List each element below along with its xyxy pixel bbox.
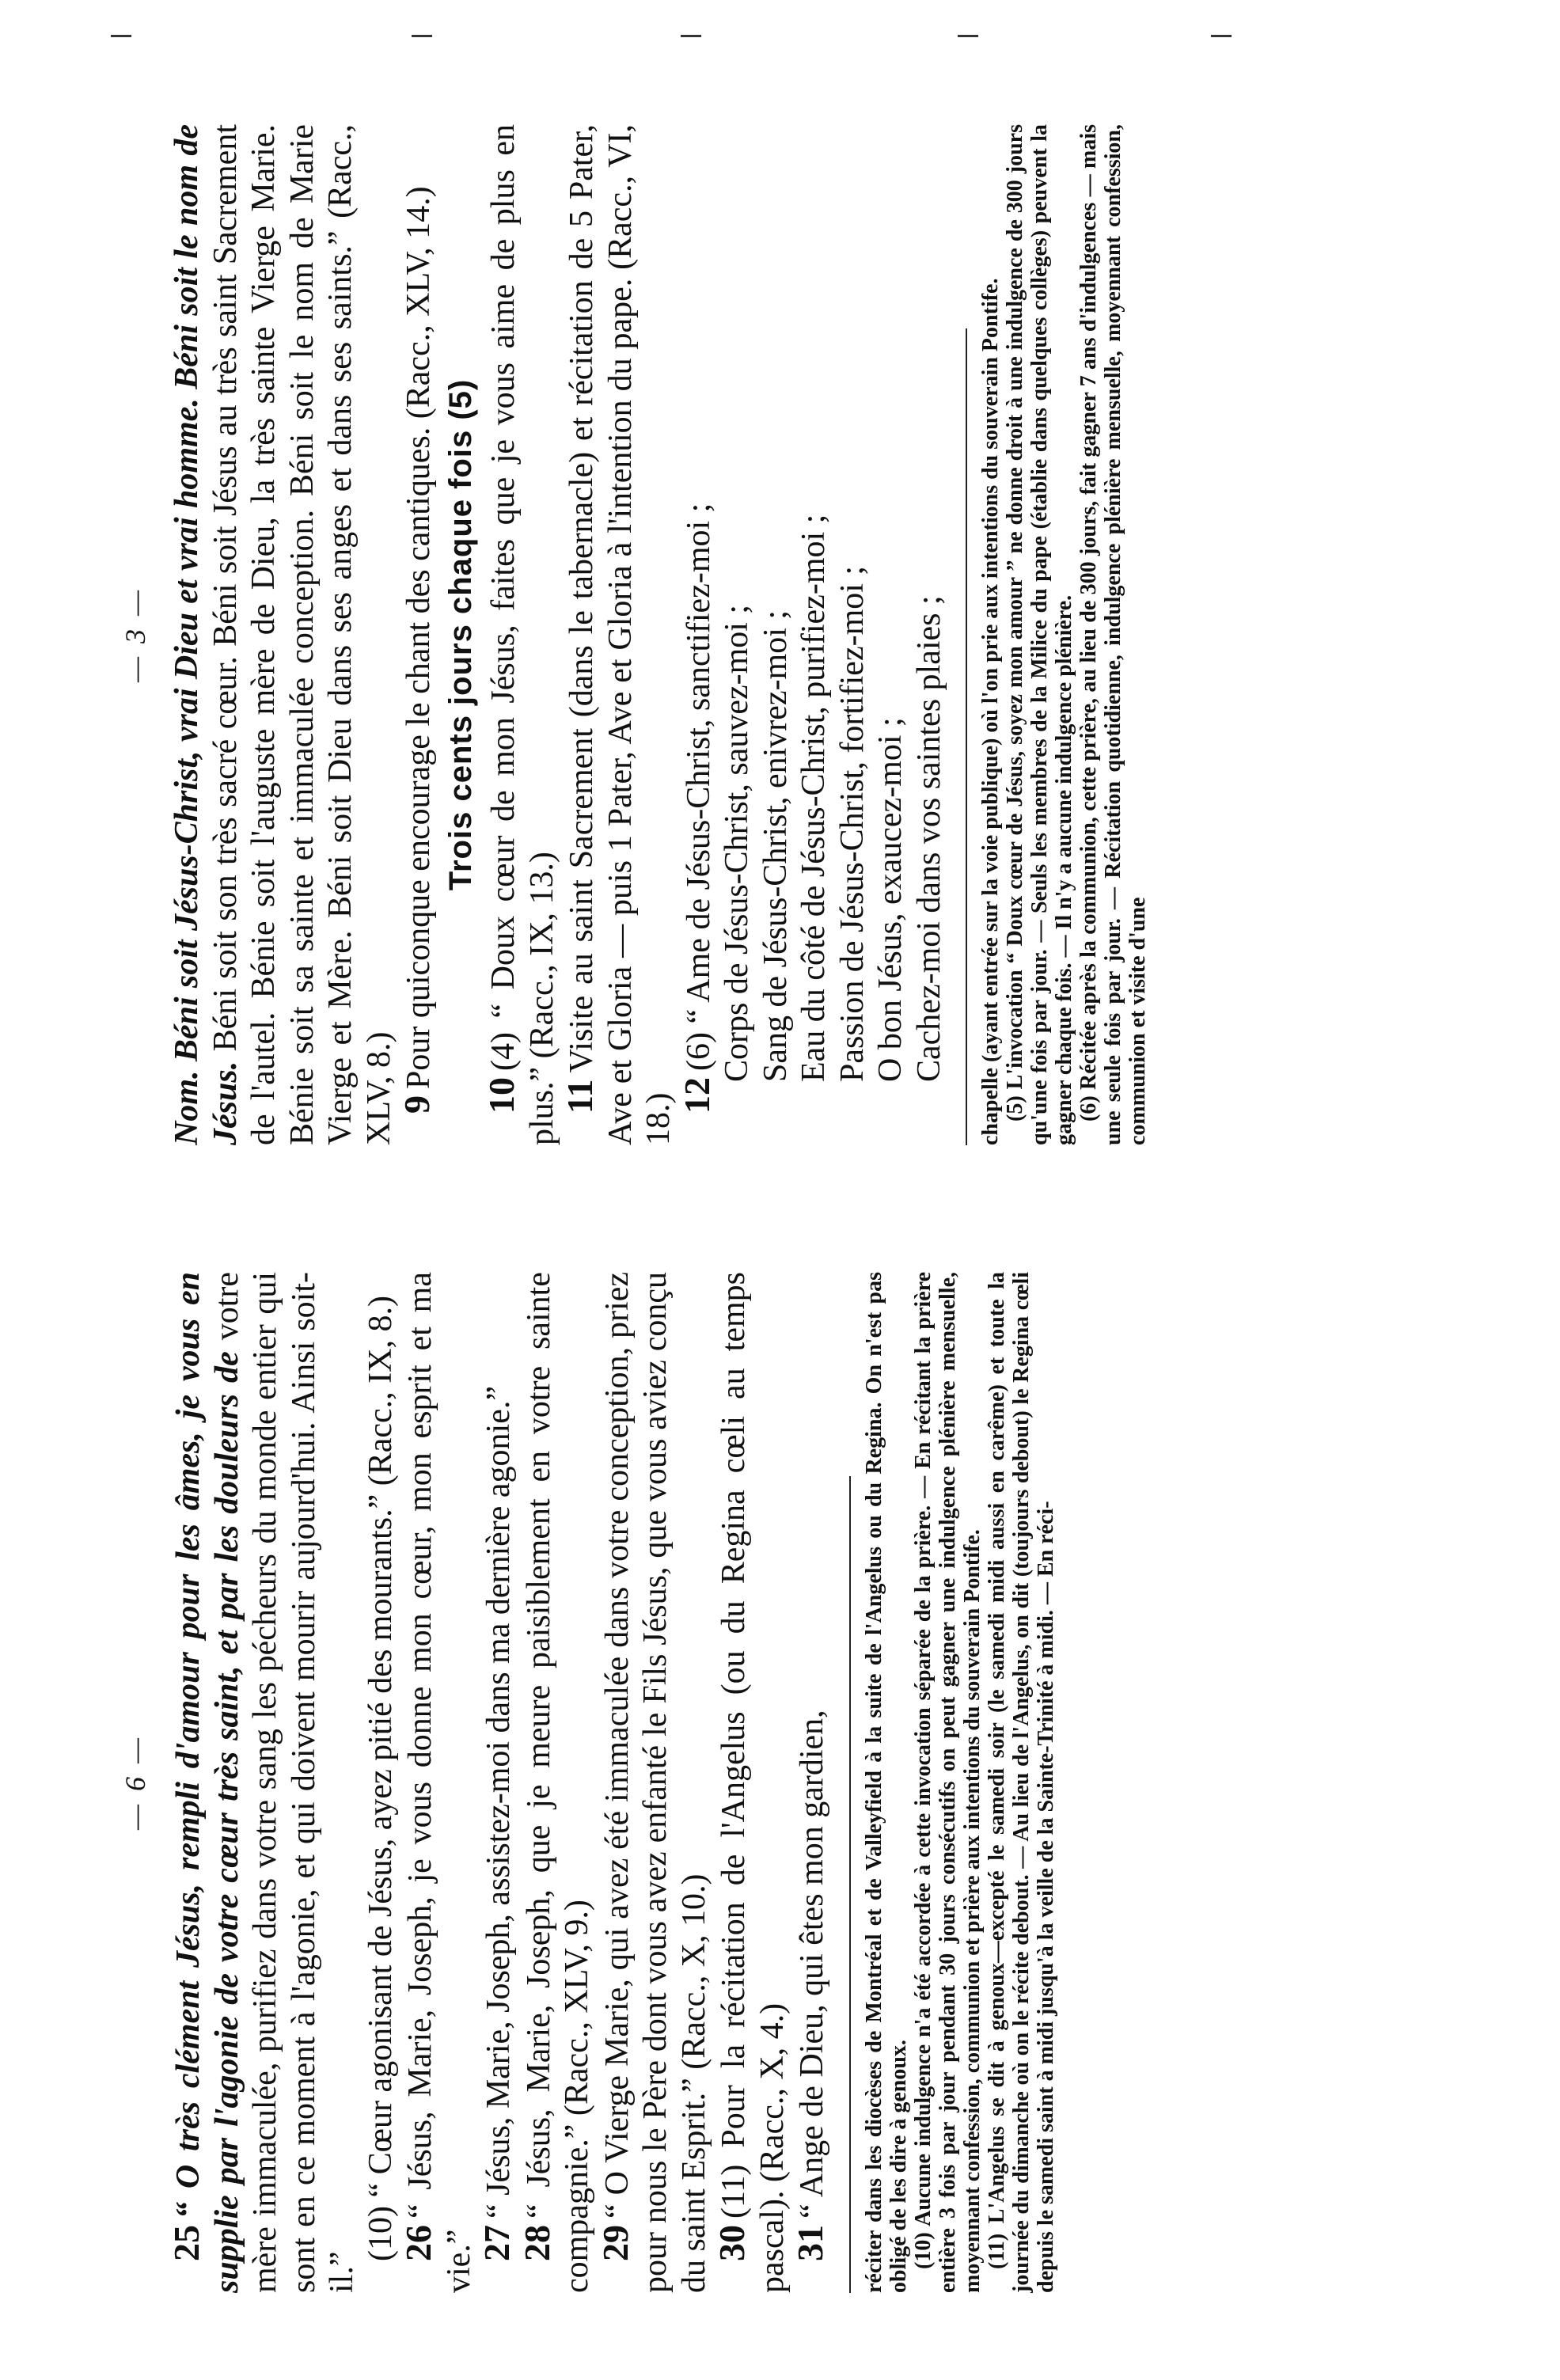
- paragraph-9: 9Pour quiconque encourage le chant des cantiques. (Racc., XLV, 14.): [397, 186, 437, 1114]
- paragraph-26: 26“ Jésus, Marie, Joseph, je vous donne mon cœur, mon esprit et ma vie.”: [398, 1272, 477, 2293]
- paragraph-25-note: (10) “ Cœur agonisant de Jésus, ayez pitié des mourants.” (Racc., IX, 8.): [362, 1296, 399, 2261]
- paragraph-12: 12(6) “ Ame de Jésus-Christ, sanctifiez-moi ;: [676, 503, 717, 1114]
- edge-mark: [958, 35, 978, 37]
- paragraph-28: 28“ Jésus, Marie, Joseph, que je meure paisiblement en votre sainte compagnie.” (Racc., XLV, 9.): [516, 1272, 595, 2293]
- paragraph-31: 31“ Ange de Dieu, qui êtes mon gardien,: [790, 1710, 830, 2261]
- footnote-10: (10) Aucune indulgence n'a été accordée à cette invocation séparée de la prière. — En récitant la prière entière 3 fois par jour pendant 30 jours consécutifs on peut gagner une indulgence plénière mensuelle, moyennant confession, communion et prière aux intentions du souverain Pontife.: [910, 1272, 985, 2293]
- footnote-divider: [966, 328, 967, 1145]
- footnote-5: (5) L'invocation “ Doux cœur de Jésus, soyez mon amour ” ne donne droit à une indulgence de 300 jours qu'une fois par jour. — Seuls les membres de la Milice du pape (établie dans quelques collèges) peuvent la gagner chaque fois. — Il n'y a aucune indulgence plénière.: [1003, 124, 1076, 1145]
- edge-mark: [681, 35, 701, 37]
- anima-christi-litany: [718, 124, 948, 1145]
- page-6: [119, 1272, 1464, 2293]
- paragraph-continued: Nom. Béni soit Jésus-Christ, vrai Dieu et vrai homme. Béni soit le nom de Jésus. Béni soit son très sacré cœur. Béni soit Jésus au très saint Sacrement de l'autel. Bénie soit l'auguste mère de Dieu, la très sainte Vierge Marie. Bénie soit sa sainte et immaculée conception. Béni soit le nom de Marie Vierge et Mère. Béni soit Dieu dans ses anges et dans ses saints.” (Racc., XLV, 8.): [169, 124, 397, 1145]
- footnote-continued: chapelle (ayant entrée sur la voie publique) où l'on prie aux intentions du souverain Pontife.: [978, 278, 1003, 1145]
- paragraph-29: 29“ O Vierge Marie, qui avez été immaculée dans votre conception, priez pour nous le Père dont vous avez enfanté le Fils Jésus, que vous aviez conçu du saint Esprit.” (Racc., X, 10.): [594, 1272, 712, 2293]
- page-number: — 3 —: [120, 586, 151, 683]
- page-number: — 6 —: [120, 1734, 151, 1831]
- litany-line: Sang de Jésus-Christ, enivrez-moi ;: [757, 609, 794, 1082]
- paragraph-27: 27“ Jésus, Marie, Joseph, assistez-moi dans ma dernière agonie.”: [476, 1385, 517, 2261]
- page-body: [168, 1272, 832, 2293]
- edge-mark: [1211, 35, 1232, 37]
- litany-line: Cachez-moi dans vos saintes plaies ;: [910, 595, 947, 1082]
- edge-mark: [111, 35, 131, 37]
- footnote-continued: réciter dans les diocèses de Montréal et de Valleyfield à la suite de l'Angelus ou du Regina. On n'est pas obligé de les dire à genoux.: [861, 1272, 911, 2293]
- litany-line: Passion de Jésus-Christ, fortifiez-moi ;: [833, 565, 871, 1082]
- page-body: [168, 124, 948, 1145]
- section-heading: Trois cents jours chaque fois (5): [442, 378, 478, 891]
- footnote-divider: [849, 1476, 851, 2293]
- paragraph-10: 10(4) “ Doux cœur de mon Jésus, faites que je vous aime de plus en plus.” (Racc., IX, 13.): [481, 124, 560, 1145]
- footnote-11: (11) L'Angelus se dit à genoux—excepté le samedi soir (le samedi midi aussi en carême) et toute la journée du dimanche où on le récite debout. — Au lieu de l'Angelus, on dit (toujours debout) le Regina cœli depuis le samedi saint à midi jusqu'à la veille de la Sainte-Trinité à midi. — En réci-: [984, 1272, 1058, 2293]
- footnote-6: (6) Récitée après la communion, cette prière, au lieu de 300 jours, fait gagner 7 ans d'indulgences — mais une seule fois par jour. — Récitation quotidienne, indulgence plénière mensuelle, moyennant confession, communion et visite d'une: [1076, 124, 1150, 1145]
- paragraph-25: 25“ O très clément Jésus, rempli d'amour pour les âmes, je vous en supplie par l'agonie de votre cœur très saint, et par les douleurs de votre mère immaculée, purifiez dans votre sang les pécheurs du monde entier qui sont en ce moment à l'agonie, et qui doivent mourir aujourd'hui. Ainsi soit-il.”: [166, 1272, 360, 2293]
- litany-line: Corps de Jésus-Christ, sauvez-moi ;: [719, 604, 755, 1082]
- litany-line: Eau du côté de Jésus-Christ, purifiez-moi ;: [795, 514, 832, 1082]
- footnotes: [978, 124, 1150, 1145]
- footnotes: [862, 1272, 1058, 2293]
- page-3: [119, 124, 1464, 1145]
- paragraph-30: 30(11) Pour la récitation de l'Angelus (ou du Regina cœli au temps pascal). (Racc., X, 4.): [712, 1272, 791, 2293]
- paragraph-11: 11Visite au saint Sacrement (dans le tabernacle) et récitation de 5 Pater, Ave et Gloria — puis 1 Pater, Ave et Gloria à l'intention du pape. (Racc., VI, 18.): [560, 124, 677, 1145]
- litany-line: O bon Jésus, exaucez-moi ;: [872, 717, 909, 1082]
- edge-mark: [412, 35, 432, 37]
